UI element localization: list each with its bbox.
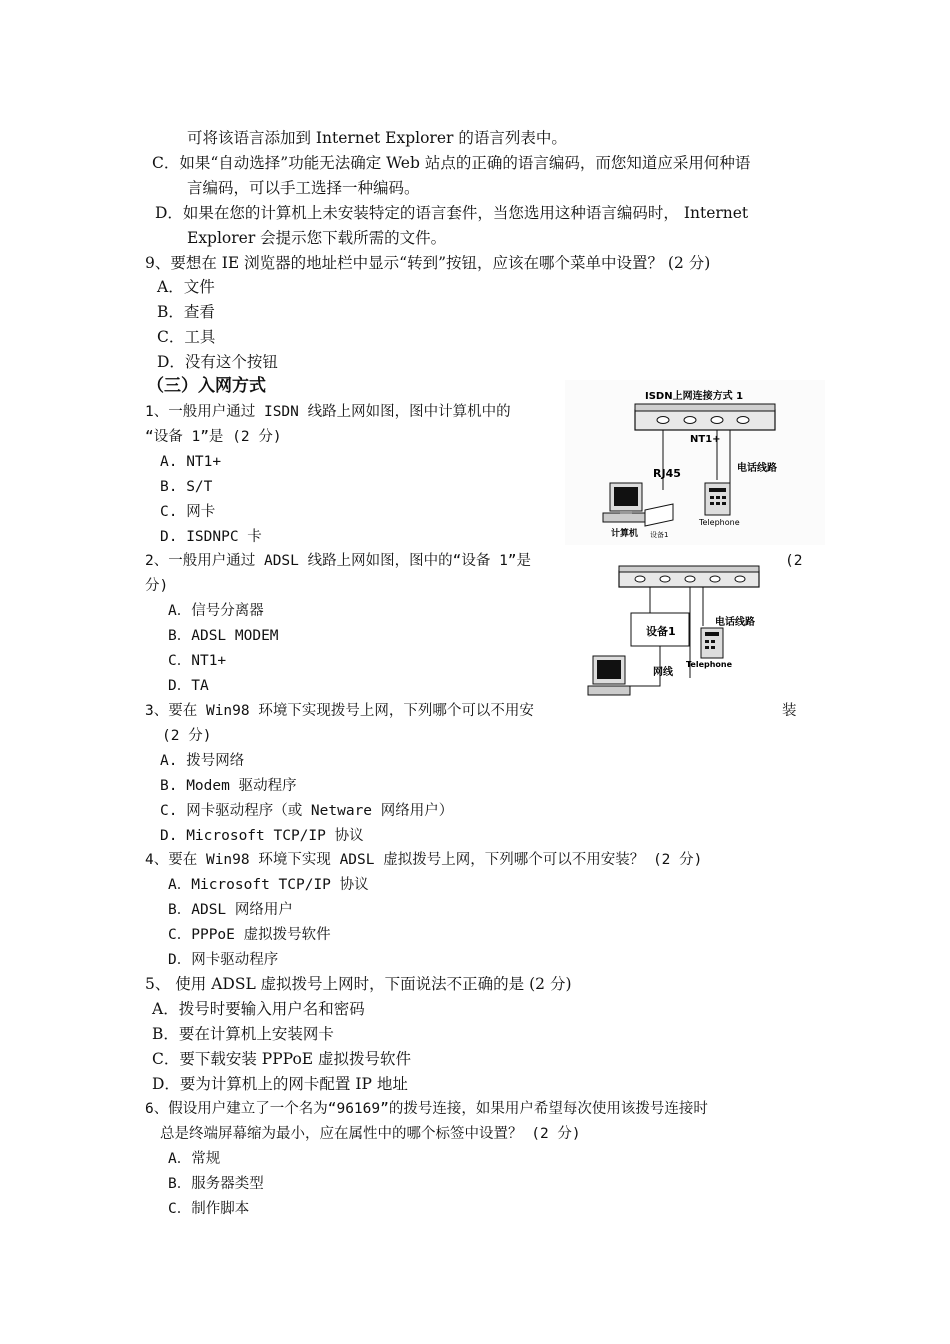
question-6-cont: 总是终端屏幕缩为最小，应在属性中的哪个标签中设置？ (2 分) <box>160 1126 581 1142</box>
fig1-rj45-label: RJ45 <box>653 467 681 480</box>
q9-option-d: D．没有这个按钮 <box>157 353 278 371</box>
text-line: 可将该语言添加到 Internet Explorer 的语言列表中。 <box>187 129 567 147</box>
q6-option-a: A．常规 <box>168 1151 221 1167</box>
telephone-icon <box>701 628 723 658</box>
q2-option-c: C．NT1+ <box>168 653 227 669</box>
text-line: Explorer 会提示您下载所需的文件。 <box>187 229 447 247</box>
question-6: 6、假设用户建立了一个名为“96169”的拨号连接，如果用户希望每次使用该拨号连接时 <box>145 1101 708 1117</box>
q3-option-b: B. Modem 驱动程序 <box>160 778 297 794</box>
option-d-line: D．如果在您的计算机上未安装特定的语言套件，当您选用这种语言编码时， Internet <box>155 204 749 222</box>
q5-option-d: D．要为计算机上的网卡配置 IP 地址 <box>152 1075 408 1093</box>
fig1-device-label: 设备1 <box>650 531 669 539</box>
q6-option-b: B．服务器类型 <box>168 1176 264 1192</box>
telephone-icon <box>705 483 730 515</box>
adsl-diagram <box>585 558 780 703</box>
q9-option-a: A．文件 <box>157 278 215 296</box>
q4-option-c: C．PPPoE 虚拟拨号软件 <box>168 927 331 943</box>
q1-option-b: B. S/T <box>160 479 213 495</box>
q4-option-a: A．Microsoft TCP/IP 协议 <box>168 877 369 893</box>
fig2-line-label: 电话线路 <box>715 617 755 628</box>
q2-option-b: B．ADSL MODEM <box>168 628 279 644</box>
q1-option-c: C. 网卡 <box>160 504 216 520</box>
question-4: 4、要在 Win98 环境下实现 ADSL 虚拟拨号上网，下列哪个可以不用安装？ (2 分) <box>145 852 703 868</box>
computer-icon <box>588 656 630 695</box>
q2-option-d: D．TA <box>168 678 209 694</box>
fig2-netline-label: 网线 <box>653 667 673 678</box>
fig1-computer-label: 计算机 <box>611 529 639 539</box>
question-1: 1、一般用户通过 ISDN 线路上网如图，图中计算机中的 <box>145 404 511 420</box>
question-1-cont: “设备 1”是 (2 分) <box>145 429 282 445</box>
q5-option-c: C．要下载安装 PPPoE 虚拟拨号软件 <box>152 1050 412 1068</box>
isdn-diagram <box>565 380 825 545</box>
fig1-line-label: 电话线路 <box>737 463 777 474</box>
q3-option-d: D. Microsoft TCP/IP 协议 <box>160 828 364 844</box>
question-2: 2、一般用户通过 ADSL 线路上网如图，图中的“设备 1”是 <box>145 553 532 569</box>
text-line: 言编码，可以手工选择一种编码。 <box>187 179 420 197</box>
question-3: 3、要在 Win98 环境下实现拨号上网，下列哪个可以不用安 <box>145 703 534 719</box>
question-3-end: 装 <box>782 703 797 719</box>
question-3-cont: (2 分) <box>162 728 212 744</box>
q3-option-a: A. 拨号网络 <box>160 753 245 769</box>
q1-option-d: D. ISDNPC 卡 <box>160 529 262 545</box>
q9-option-b: B．查看 <box>157 303 215 321</box>
q9-option-c: C．工具 <box>157 328 216 346</box>
question-5: 5、 使用 ADSL 虚拟拨号上网时，下面说法不正确的是 (2 分) <box>145 975 572 993</box>
q5-option-a: A．拨号时要输入用户名和密码 <box>152 1000 365 1018</box>
q6-option-c: C．制作脚本 <box>168 1201 250 1217</box>
q2-option-a: A．信号分离器 <box>168 603 264 619</box>
q5-option-b: B．要在计算机上安装网卡 <box>152 1025 334 1043</box>
fig1-nt1-label: NT1+ <box>690 434 721 445</box>
q4-option-d: D．网卡驱动程序 <box>168 952 279 968</box>
q1-option-a: A. NT1+ <box>160 454 222 470</box>
fig1-telephone-label: Telephone <box>699 518 740 527</box>
question-9: 9、要想在 IE 浏览器的地址栏中显示“转到”按钮，应该在哪个菜单中设置？ (2 分) <box>145 254 711 272</box>
question-2-score: (2 <box>785 553 803 569</box>
option-c-line: C．如果“自动选择”功能无法确定 Web 站点的正确的语言编码，而您知道应采用何种语 <box>152 154 751 172</box>
question-2-cont: 分) <box>145 578 169 594</box>
fig1-title: ISDN上网连接方式 1 <box>645 391 744 402</box>
fig2-device-label: 设备1 <box>646 625 676 638</box>
q4-option-b: B．ADSL 网络用户 <box>168 902 293 918</box>
fig2-telephone-label: Telephone <box>686 660 733 669</box>
section-heading: （三）入网方式 <box>147 376 266 396</box>
nt1-device <box>635 410 775 430</box>
q3-option-c: C. 网卡驱动程序（或 Netware 网络用户） <box>160 803 454 819</box>
